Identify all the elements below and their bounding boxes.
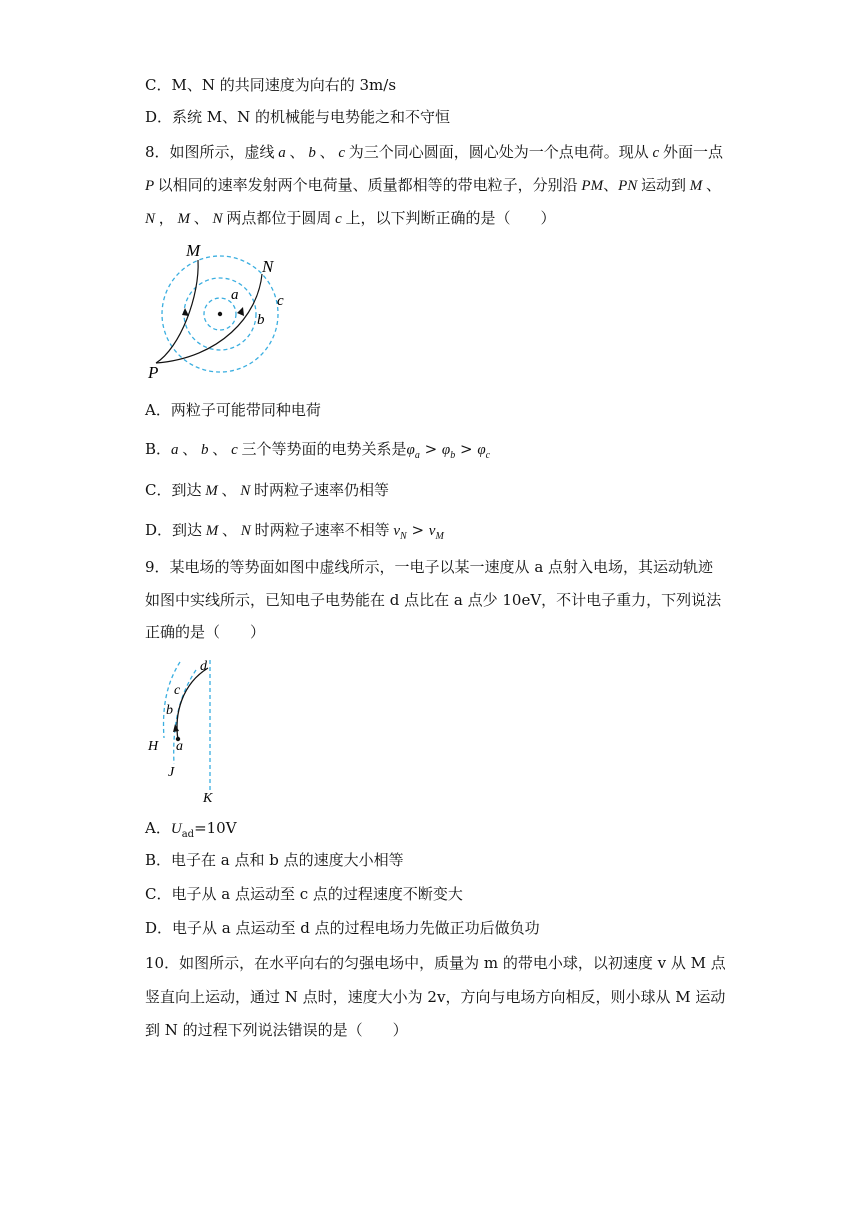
label-d: d xyxy=(200,659,207,674)
q10-stem-line1: 10．如图所示，在水平向右的匀强电场中，质量为 m 的带电小球，以初速度 v 从 M 点 xyxy=(145,954,726,972)
label-a: a xyxy=(231,287,239,303)
q8-option-c: C．到达 M 、 N 时两粒子速率仍相等 xyxy=(145,481,390,499)
q8-option-b: B．a 、 b 、 c 三个等势面的电势关系是$\varphi_a > \varphi_b > \varphi_c$ xyxy=(145,440,491,461)
label-K: K xyxy=(203,791,213,806)
label-H: H xyxy=(148,739,159,754)
q9-option-c: C．电子从 a 点运动至 c 点的过程速度不断变大 xyxy=(145,885,463,903)
label-P: P xyxy=(148,363,159,382)
q10-stem-line3: 到 N 的过程下列说法错误的是（ ） xyxy=(145,1021,408,1039)
q7-option-c: C．M、N 的共同速度为向右的 3m/s xyxy=(145,76,397,94)
label-a: a xyxy=(176,739,183,754)
q9-stem-line3: 正确的是（ ） xyxy=(145,623,266,641)
q9-stem-line1: 9．某电场的等势面如图中虚线所示，一电子以某一速度从 a 点射入电场，其运动轨迹 xyxy=(145,558,714,576)
label-b: b xyxy=(166,703,173,718)
q8-option-d: D．到达 M 、 N 时两粒子速率不相等 $v_N > v_M$ xyxy=(145,521,444,542)
q7-option-d: D．系统 M、N 的机械能与电势能之和不守恒 xyxy=(145,108,451,126)
q10-stem-line2: 竖直向上运动，通过 N 点时，速度大小为 2v，方向与电场方向相反，则小球从 M 运动 xyxy=(145,988,726,1006)
label-M: M xyxy=(186,241,201,260)
q9-stem-line2: 如图中实线所示，已知电子电势能在 d 点比在 a 点少 10eV，不计电子重力，下列说法 xyxy=(145,591,722,609)
trajectory xyxy=(177,668,208,740)
label-c: c xyxy=(174,683,181,698)
q9-figure xyxy=(140,654,230,806)
arrow-pn xyxy=(237,307,244,316)
q8-figure xyxy=(140,236,300,382)
label-b: b xyxy=(257,312,265,328)
label-J: J xyxy=(168,765,175,780)
label-N: N xyxy=(262,257,274,276)
q9-option-d: D．电子从 a 点运动至 d 点的过程电场力先做正功后做负功 xyxy=(145,919,540,937)
point-charge xyxy=(218,312,222,316)
q8-stem-line3: N ， M 、 N 两点都位于圆周 c 上，以下判断正确的是（ ） xyxy=(145,209,556,227)
q8-option-a: A．两粒子可能带同种电荷 xyxy=(145,401,321,419)
arrow-pm xyxy=(182,308,189,316)
q9-option-a: A．$U_{ad}=10V$ xyxy=(145,819,237,840)
q8-stem-line2: P 以相同的速率发射两个电荷量、质量都相等的带电粒子，分别沿 PM、PN 运动到 M 、 xyxy=(145,176,722,194)
q8-stem-line1: 8．如图所示，虚线 a 、 b 、 c 为三个同心圆面，圆心处为一个点电荷。现从 c 外面一点 xyxy=(145,143,723,161)
path-pn xyxy=(156,274,262,363)
label-c: c xyxy=(277,293,284,309)
q9-option-b: B．电子在 a 点和 b 点的速度大小相等 xyxy=(145,851,404,869)
